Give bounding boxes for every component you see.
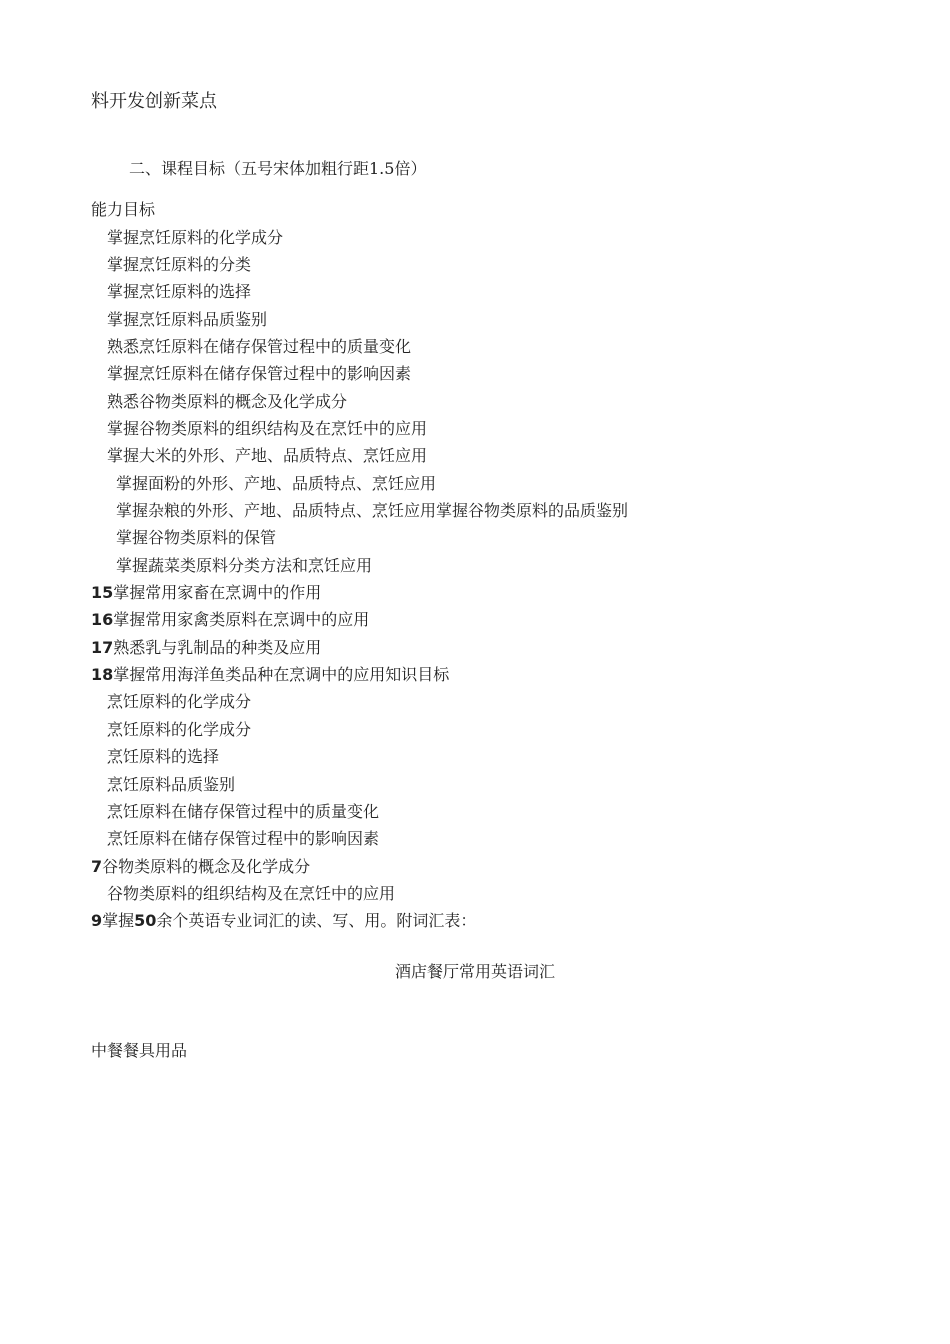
list-item: 烹饪原料的选择 — [107, 747, 220, 766]
list-item: 掌握面粉的外形、产地、品质特点、烹饪应用 — [116, 474, 437, 493]
list-item: 谷物类原料的组织结构及在烹饪中的应用 — [107, 884, 396, 903]
numbered-list-item — [91, 610, 369, 630]
list-item: 掌握大米的外形、产地、品质特点、烹饪应用 — [107, 446, 428, 465]
ability-heading: 能力目标 — [91, 200, 156, 219]
list-item: 掌握烹饪原料的选择 — [107, 282, 252, 301]
item-text: 掌握常用海洋鱼类品种在烹调中的应用知识目标 — [113, 665, 450, 684]
list-item: 掌握烹饪原料的化学成分 — [107, 228, 284, 247]
section-title: 二、课程目标（五号宋体加粗行距1.5倍） — [129, 159, 427, 178]
item-number: 7 — [91, 857, 103, 876]
list-item: 掌握烹饪原料在储存保管过程中的影响因素 — [107, 364, 412, 383]
list-item: 掌握烹饪原料的分类 — [107, 255, 252, 274]
item-text-pre: 掌握 — [102, 911, 135, 930]
list-item: 烹饪原料的化学成分 — [107, 692, 252, 711]
list-item: 烹饪原料在储存保管过程中的影响因素 — [107, 829, 380, 848]
vocab-title: 酒店餐厅常用英语词汇 — [394, 962, 555, 981]
item-text: 掌握常用家畜在烹调中的作用 — [113, 583, 322, 602]
item-inline-number: 50 — [134, 911, 157, 930]
item-text: 余个英语专业词汇的读、写、用。附词汇表： — [156, 911, 477, 930]
item-number: 16 — [91, 610, 114, 629]
numbered-list-item — [91, 911, 476, 931]
numbered-list-item — [91, 857, 310, 877]
list-item: 熟悉谷物类原料的概念及化学成分 — [107, 392, 348, 411]
numbered-list-item — [91, 583, 321, 603]
list-item: 掌握谷物类原料的组织结构及在烹饪中的应用 — [107, 419, 428, 438]
lead-text: 料开发创新菜点 — [91, 91, 217, 112]
item-text: 熟悉乳与乳制品的种类及应用 — [113, 638, 322, 657]
item-text: 掌握常用家禽类原料在烹调中的应用 — [113, 610, 370, 629]
list-item: 烹饪原料品质鉴别 — [107, 775, 236, 794]
list-item: 掌握蔬菜类原料分类方法和烹饪应用 — [116, 556, 373, 575]
subheading: 中餐餐具用品 — [91, 1041, 188, 1060]
item-number: 9 — [91, 911, 103, 930]
list-item: 掌握烹饪原料品质鉴别 — [107, 310, 268, 329]
list-item: 掌握杂粮的外形、产地、品质特点、烹饪应用掌握谷物类原料的品质鉴别 — [116, 501, 629, 520]
list-item: 熟悉烹饪原料在储存保管过程中的质量变化 — [107, 337, 412, 356]
list-item: 烹饪原料在储存保管过程中的质量变化 — [107, 802, 380, 821]
item-text: 谷物类原料的概念及化学成分 — [102, 857, 311, 876]
item-number: 17 — [91, 638, 114, 657]
item-number: 18 — [91, 665, 114, 684]
list-item: 掌握谷物类原料的保管 — [116, 528, 277, 547]
numbered-list-item — [91, 638, 321, 658]
list-item: 烹饪原料的化学成分 — [107, 720, 252, 739]
numbered-list-item — [91, 665, 449, 685]
item-number: 15 — [91, 583, 114, 602]
